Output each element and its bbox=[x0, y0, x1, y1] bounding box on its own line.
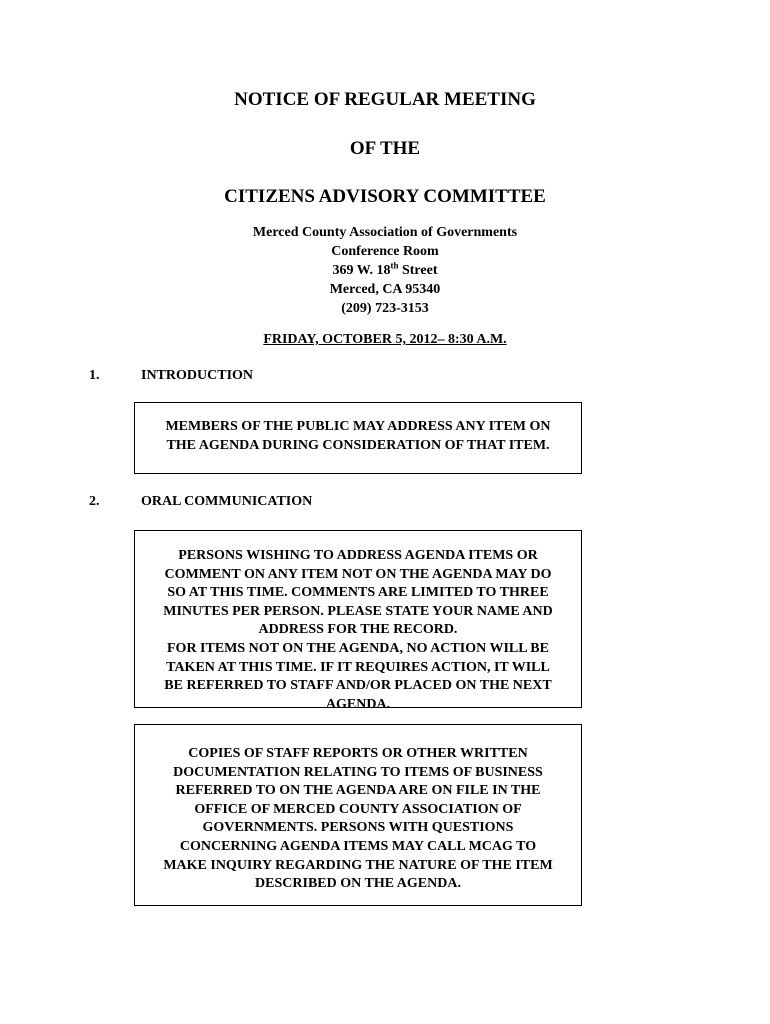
section-number: 1. bbox=[89, 368, 100, 383]
box-line: SO AT THIS TIME. COMMENTS ARE LIMITED TO THREE bbox=[167, 585, 549, 601]
box-line: FOR ITEMS NOT ON THE AGENDA, NO ACTION WILL BE bbox=[167, 640, 549, 656]
box-line: MAKE INQUIRY REGARDING THE NATURE OF THE ITEM bbox=[163, 857, 553, 873]
street-ordinal-suffix: th bbox=[390, 260, 399, 271]
section-number: 2. bbox=[89, 494, 100, 509]
section-oral-communication bbox=[0, 493, 770, 511]
box-line: DESCRIBED ON THE AGENDA. bbox=[255, 876, 461, 892]
oral-communication-box bbox=[134, 530, 582, 712]
box-line: CONCERNING AGENDA ITEMS MAY CALL MCAG TO bbox=[179, 838, 537, 854]
committee-title: CITIZENS ADVISORY COMMITTEE bbox=[224, 186, 546, 207]
location-street bbox=[0, 261, 770, 280]
meeting-date bbox=[0, 331, 770, 349]
box-line: REFERRED TO ON THE AGENDA ARE ON FILE IN THE bbox=[175, 783, 541, 799]
box-line: TAKEN AT THIS TIME. IF IT REQUIRES ACTION, IT WILL bbox=[166, 659, 550, 675]
street-name: Street bbox=[398, 263, 438, 278]
location-org: Merced County Association of Governments bbox=[252, 225, 518, 240]
section-title: ORAL COMMUNICATION bbox=[141, 494, 313, 509]
street-number: 369 W. 18 bbox=[332, 263, 391, 278]
box-line: AGENDA. bbox=[325, 696, 391, 712]
location-room: Conference Room bbox=[331, 244, 439, 259]
box-line: MINUTES PER PERSON. PLEASE STATE YOUR NAME AND bbox=[163, 603, 553, 619]
box-line: MEMBERS OF THE PUBLIC MAY ADDRESS ANY ITEM ON bbox=[165, 419, 551, 434]
box-line: PERSONS WISHING TO ADDRESS AGENDA ITEMS OR bbox=[178, 548, 538, 563]
box-line: ADDRESS FOR THE RECORD. bbox=[258, 622, 458, 638]
location-phone: (209) 723-3153 bbox=[341, 301, 429, 316]
box-line: GOVERNMENTS. PERSONS WITH QUESTIONS bbox=[202, 820, 514, 836]
notice-subtitle-of-the: OF THE bbox=[349, 138, 421, 159]
notice-title: NOTICE OF REGULAR MEETING bbox=[234, 89, 536, 110]
section-introduction bbox=[0, 367, 770, 385]
box-line: DOCUMENTATION RELATING TO ITEMS OF BUSINESS bbox=[173, 764, 543, 780]
location-city: Merced, CA 95340 bbox=[329, 282, 441, 297]
box-line: COPIES OF STAFF REPORTS OR OTHER WRITTEN bbox=[188, 746, 528, 761]
box-line: OFFICE OF MERCED COUNTY ASSOCIATION OF bbox=[194, 801, 522, 817]
meeting-location bbox=[0, 223, 770, 318]
public-address-notice-box bbox=[134, 402, 582, 474]
section-title: INTRODUCTION bbox=[141, 368, 254, 383]
box-line: BE REFERRED TO STAFF AND/OR PLACED ON THE NEXT bbox=[164, 678, 552, 694]
staff-reports-notice-box bbox=[134, 724, 582, 906]
meeting-date-text: FRIDAY, OCTOBER 5, 2012– 8:30 A.M. bbox=[263, 332, 507, 347]
box-line: COMMENT ON ANY ITEM NOT ON THE AGENDA MAY DO bbox=[164, 566, 552, 582]
box-line: THE AGENDA DURING CONSIDERATION OF THAT ITEM. bbox=[166, 437, 550, 453]
